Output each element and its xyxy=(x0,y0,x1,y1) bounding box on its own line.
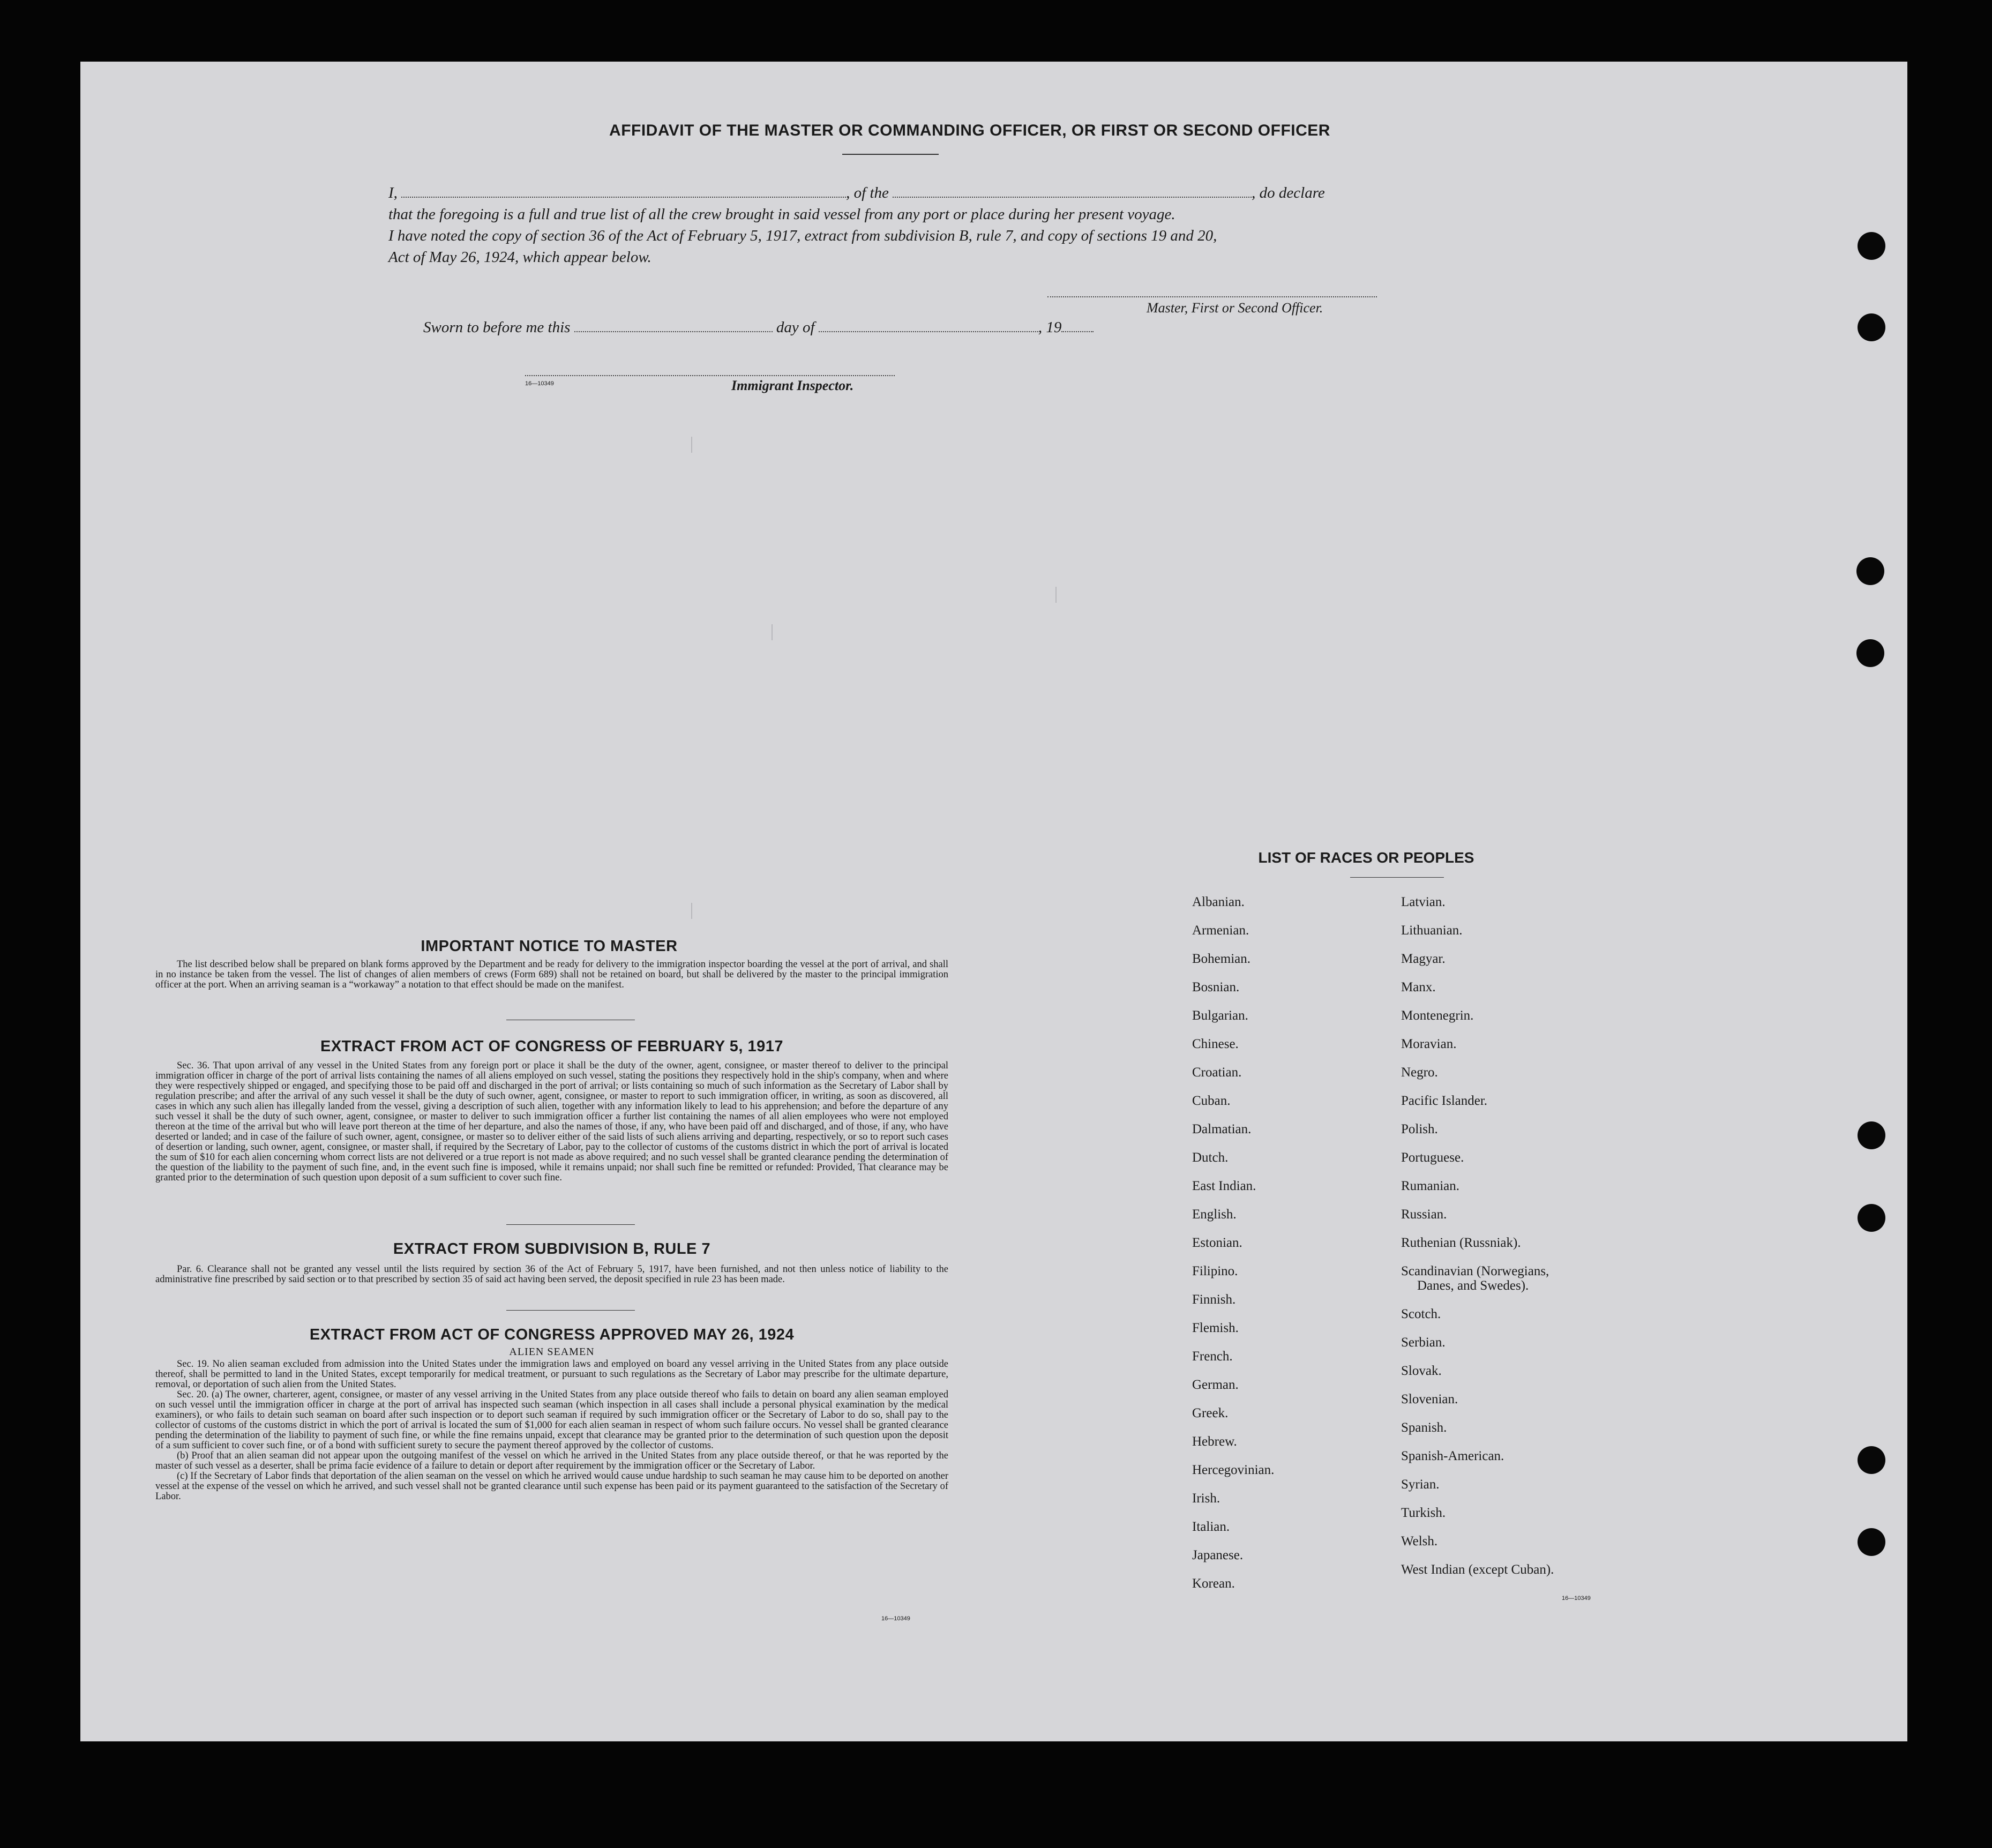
form-number: 16—10349 xyxy=(881,1615,910,1622)
form-number: 16—10349 xyxy=(1562,1595,1591,1602)
punch-hole xyxy=(1858,1204,1885,1232)
race-item-line: Danes, and Swedes). xyxy=(1417,1278,1529,1293)
race-item: Bosnian. xyxy=(1192,980,1240,994)
race-item: German. xyxy=(1192,1378,1239,1392)
fold-mark xyxy=(1055,587,1057,603)
punch-hole xyxy=(1858,313,1885,341)
race-item: Ruthenian (Russniak). xyxy=(1401,1236,1521,1250)
race-item: Irish. xyxy=(1192,1491,1220,1506)
race-item: Negro. xyxy=(1401,1065,1438,1080)
race-item: English. xyxy=(1192,1207,1237,1222)
section-rule xyxy=(506,1310,635,1311)
race-item: Slovenian. xyxy=(1401,1392,1458,1406)
form-number: 16—10349 xyxy=(525,380,554,387)
punch-hole xyxy=(1858,1528,1885,1556)
race-item: Korean. xyxy=(1192,1576,1235,1591)
race-item: Serbian. xyxy=(1401,1335,1446,1350)
race-item: Dutch. xyxy=(1192,1150,1229,1165)
sworn-year-field[interactable] xyxy=(1061,320,1094,332)
races-title: LIST OF RACES OR PEOPLES xyxy=(1258,849,1474,866)
rule-7-body: Par. 6. Clearance shall not be granted any vessel until the lists required by section 36 of the Act of February 5, 1917, have been furnished, and not then unless notice of liability to the administrative fine prescribed by said section or to that prescribed by section 35 of said act having been served, the deposit specified in rule 23 has been made. xyxy=(155,1264,948,1285)
extract-1917-title: EXTRACT FROM ACT OF CONGRESS OF FEBRUARY 5, 1917 xyxy=(320,1038,784,1055)
punch-hole xyxy=(1858,232,1885,260)
race-item: Estonian. xyxy=(1192,1236,1242,1250)
rule-7-title: EXTRACT FROM SUBDIVISION B, RULE 7 xyxy=(393,1240,711,1258)
race-item: Hebrew. xyxy=(1192,1434,1237,1449)
race-item: Turkish. xyxy=(1401,1506,1446,1520)
race-item: Scotch. xyxy=(1401,1307,1441,1321)
fold-mark xyxy=(691,437,692,453)
race-item: Portuguese. xyxy=(1401,1150,1464,1165)
title-rule xyxy=(842,154,939,155)
races-column-1 xyxy=(1192,895,1274,1605)
vessel-prefix: , of the xyxy=(846,184,889,201)
race-item: Italian. xyxy=(1192,1520,1230,1534)
race-item: Bohemian. xyxy=(1192,952,1251,966)
race-item: Cuban. xyxy=(1192,1094,1231,1108)
race-item: Albanian. xyxy=(1192,895,1245,909)
fold-mark xyxy=(691,903,692,919)
race-item: Croatian. xyxy=(1192,1065,1242,1080)
race-item: West Indian (except Cuban). xyxy=(1401,1562,1554,1577)
inspector-label: Immigrant Inspector. xyxy=(731,378,854,393)
punch-hole xyxy=(1856,557,1884,585)
punch-hole xyxy=(1856,639,1884,667)
race-item: Dalmatian. xyxy=(1192,1122,1252,1136)
races-column-2 xyxy=(1401,895,1554,1591)
sworn-day-field[interactable] xyxy=(574,320,773,332)
race-item: Polish. xyxy=(1401,1122,1438,1136)
vessel-name-field[interactable] xyxy=(893,186,1252,198)
extract-1924-body xyxy=(155,1359,948,1502)
declarant-name-field[interactable] xyxy=(401,186,846,198)
declare-text: , do declare xyxy=(1252,184,1325,201)
race-item: Greek. xyxy=(1192,1406,1229,1420)
affidavit-title: AFFIDAVIT OF THE MASTER OR COMMANDING OFFICER, OR FIRST OR SECOND OFFICER xyxy=(609,122,1330,139)
race-item: Welsh. xyxy=(1401,1534,1438,1548)
declaration-line-3: I have noted the copy of section 36 of the Act of February 5, 1917, extract from subdivision B, rule 7, and copy of sections 19 and 20, xyxy=(388,227,1217,244)
section-20a: Sec. 20. (a) The owner, charterer, agent, consignee, or master of any vessel arriving in the United States from any place outside thereof who fails to detain on board any alien seaman employed on such vessel until the immigration officer in charge at the port of arrival has inspected such seaman (which inspection in all cases shall include a personal physical examination by the medical examiners), or who fails to detain such seaman on board after such inspection or to deport such seaman if required by such immigration officer or the Secretary of Labor to do so, shall pay to the collector of customs of the customs district in which the port of arrival is located the sum of $1,000 for each alien seaman in respect of whom such failure occurs. No vessel shall be granted clearance pending the determination of the liability to payment of such fine, or while the fine remains unpaid, except that clearance may be granted prior to the determination of such question upon the deposit of a sum sufficient to cover such fine, or of a bond with sufficient surety to secure the payment thereof approved by the collector of customs. xyxy=(155,1389,948,1451)
race-item: Finnish. xyxy=(1192,1292,1236,1307)
race-item: Hercegovinian. xyxy=(1192,1463,1275,1477)
declarant-prefix: I, xyxy=(388,184,398,201)
race-item: Filipino. xyxy=(1192,1264,1238,1278)
master-signature-field[interactable] xyxy=(1047,296,1377,297)
race-item: Latvian. xyxy=(1401,895,1446,909)
race-item: Flemish. xyxy=(1192,1321,1239,1335)
day-of-text: day of xyxy=(776,319,815,336)
race-item: Spanish-American. xyxy=(1401,1449,1504,1463)
sworn-prefix: Sworn to before me this xyxy=(423,319,571,336)
race-item: Moravian. xyxy=(1401,1037,1457,1051)
races-title-rule xyxy=(1350,877,1444,878)
extract-1924-title: EXTRACT FROM ACT OF CONGRESS APPROVED MAY 26, 1924 xyxy=(309,1326,795,1343)
sworn-line xyxy=(423,319,1094,336)
declaration-line-4: Act of May 26, 1924, which appear below. xyxy=(388,249,651,266)
race-item: Spanish. xyxy=(1401,1420,1447,1435)
race-item: Japanese. xyxy=(1192,1548,1244,1562)
punch-hole xyxy=(1858,1121,1885,1149)
race-item: Bulgarian. xyxy=(1192,1008,1248,1023)
master-signature-label: Master, First or Second Officer. xyxy=(1147,300,1323,316)
alien-seamen-heading: ALIEN SEAMEN xyxy=(509,1346,595,1358)
race-item xyxy=(1401,1264,1554,1307)
race-item: Magyar. xyxy=(1401,952,1446,966)
race-item: Rumanian. xyxy=(1401,1179,1460,1193)
race-item: Slovak. xyxy=(1401,1364,1442,1378)
race-item: Manx. xyxy=(1401,980,1436,994)
race-item: Lithuanian. xyxy=(1401,923,1463,938)
race-item: Armenian. xyxy=(1192,923,1249,938)
race-item: French. xyxy=(1192,1349,1233,1364)
section-rule xyxy=(506,1224,635,1225)
sworn-month-field[interactable] xyxy=(819,320,1038,332)
race-item: Russian. xyxy=(1401,1207,1447,1222)
race-item: Pacific Islander. xyxy=(1401,1094,1488,1108)
notice-title: IMPORTANT NOTICE TO MASTER xyxy=(421,938,678,955)
section-20c: (c) If the Secretary of Labor finds that deportation of the alien seaman on the vessel on which he arrived would cause undue hardship to such seaman he may cause him to be deported on another vessel at the expense of the vessel on which he arrived, and such vessel shall not be granted clearance until such expense has been paid or its payment guaranteed to the satisfaction of the Secretary of Labor. xyxy=(155,1471,948,1502)
notice-body: The list described below shall be prepared on blank forms approved by the Department and be ready for delivery to the immigration inspector boarding the vessel at the port of arrival, and shall in no instance be taken from the vessel. The list of changes of alien members of crews (Form 689) shall not be retained on board, but shall be delivered by the master to the principal immigration officer at the port. When an arriving seaman is a “workaway” a notation to that effect should be made on the manifest. xyxy=(155,959,948,990)
section-20b: (b) Proof that an alien seaman did not appear upon the outgoing manifest of the vessel on which he arrived in the United States from any place outside thereof, or that he was reported by the master of such vessel as a deserter, shall be prima facie evidence of a failure to detain or deport after requirement by the immigration officer or the Secretary of Labor. xyxy=(155,1450,948,1471)
year-prefix: , 19 xyxy=(1038,319,1062,336)
section-19: Sec. 19. No alien seaman excluded from admission into the United States under the immigration laws and employed on board any vessel arriving in the United States from any place outside thereof, shall be permitted to land in the United States, except temporarily for medical treatment, or pursuant to such regulations as the Secretary of Labor may prescribe for the ultimate departure, removal, or deportation of such alien from the United States. xyxy=(155,1359,948,1390)
inspector-signature-field[interactable] xyxy=(525,375,895,376)
fold-mark xyxy=(772,624,773,640)
declaration-text xyxy=(388,182,1396,268)
race-item: East Indian. xyxy=(1192,1179,1256,1193)
punch-hole xyxy=(1858,1446,1885,1474)
declaration-line-1 xyxy=(388,182,1396,204)
declaration-line-2: that the foregoing is a full and true list of all the crew brought in said vessel from any port or place during her present voyage. xyxy=(388,206,1175,223)
race-item-line: Scandinavian (Norwegians, xyxy=(1401,1264,1549,1278)
race-item: Chinese. xyxy=(1192,1037,1239,1051)
document-page xyxy=(80,62,1907,1741)
extract-1917-body: Sec. 36. That upon arrival of any vessel in the United States from any foreign port or place it shall be the duty of the owner, agent, consignee, or master thereof to deliver to the principal immigration officer in charge of the port of arrival lists containing the names of all aliens employed on such vessel, stating the positions they respectively hold in the ship's company, when and where they were respectively shipped or engaged, and specifying those to be paid off and discharged in the port of arrival; or lists containing so much of such information as the Secretary of Labor shall by regulation prescribe; and after the arrival of any such vessel it shall be the duty of such owner, agent, consignee, or master to report to such immigration officer, in writing, as soon as discovered, all cases in which any such alien has illegally landed from the vessel, giving a description of such alien, together with any information likely to lead to his apprehension; and before the departure of any such vessel it shall be the duty of such owner, agent, consignee, or master to deliver to such immigration officer a further list containing the names of all alien employees who were not employed thereon at the time of the arrival but who will leave port thereon at the time of her departure, and also the names of those, if any, who have been paid off and discharged, and of those, if any, who have deserted or landed; and in case of the failure of such owner, agent, consignee, or master so to deliver either of the said lists of such aliens arriving and departing, respectively, or so to report such cases of desertion or landing, such owner, agent, consignee, or master shall, if required by the Secretary of Labor, pay to the collector of customs of the customs district in which the port of arrival is located the sum of $10 for each alien concerning whom correct lists are not delivered or a true report is not made as above required; and no such vessel shall be granted clearance pending the determination of the question of the liability to the payment of such fine, and, in the event such fine is imposed, while it remains unpaid; nor shall such fine be remitted or refunded: Provided, That clearance may be granted prior to the determination of such question upon deposit of a sum sufficient to cover such fine. xyxy=(155,1060,948,1183)
race-item: Syrian. xyxy=(1401,1477,1440,1492)
race-item: Montenegrin. xyxy=(1401,1008,1474,1023)
